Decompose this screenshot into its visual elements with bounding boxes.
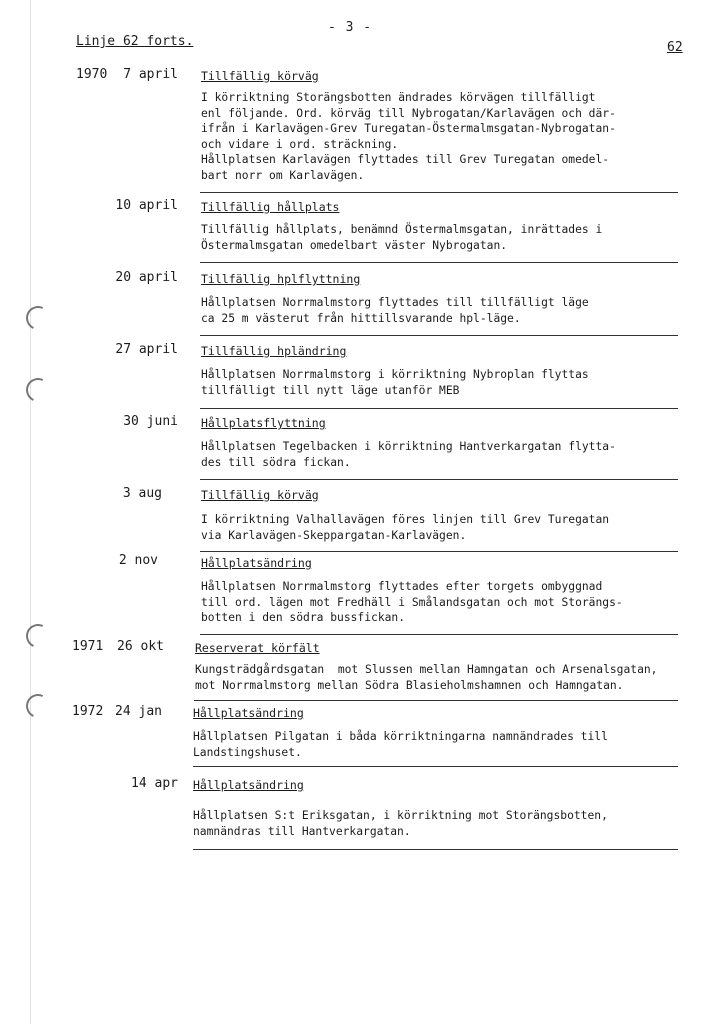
entry-body: I körriktning Storängsbotten ändrades körvägen tillfälligt enl följande. Ord. körväg till Nybrogatan/Karlavägen och där- ifrån i Karlavägen-Grev Turegatan-Östermalmsgatan-Nybrogatan- och vidare i ord. sträckning. Hållplatsen Karlavägen flyttades till Grev Turegatan omedel- bart norr om Karlavägen. [201, 91, 616, 182]
entry-heading: Reserverat körfält [195, 641, 320, 655]
entry-heading: Hållplatsflyttning [201, 416, 326, 430]
entry-date: 14 apr [131, 776, 178, 791]
entry-heading: Hållplatsändring [193, 706, 304, 720]
entry-body: I körriktning Valhallavägen föres linjen till Grev Turegatan via Karlavägen-Skeppargatan-Karlavägen. [201, 513, 610, 542]
entry-divider [193, 766, 678, 767]
entry-divider [200, 408, 678, 409]
entry-heading: Tillfällig hplflyttning [201, 272, 361, 286]
punch-hole-mark [23, 375, 54, 406]
entry-date: 2 nov [118, 553, 158, 568]
entry-heading: Tillfällig körväg [201, 69, 319, 83]
entry-heading: Tillfällig körväg [201, 488, 319, 502]
entry-heading: Tillfällig hållplats [201, 200, 340, 214]
entry-date: 27 april [115, 342, 178, 357]
entry-date: 30 juni [123, 414, 178, 429]
entry-date: 7 april [123, 67, 178, 82]
entry-body: Hållplatsen Tegelbacken i körriktning Hantverkargatan flytta- des till södra fickan. [201, 440, 616, 469]
entry-year: 1971 [72, 639, 104, 654]
entry-date: 10 april [115, 198, 178, 213]
entry-body: Kungsträdgårdsgatan mot Slussen mellan Hamngatan och Arsenalsgatan, mot Norrmalmstorg mellan Södra Blasieholmshamnen och Hamngatan. [195, 663, 658, 692]
entry-divider [200, 551, 678, 552]
entry-heading: Hållplatsändring [193, 778, 304, 792]
entry-divider [200, 479, 678, 480]
entry-heading: Tillfällig hpländring [201, 344, 347, 358]
page-number: - 3 - [328, 20, 373, 35]
corner-page-number: 62 [667, 40, 683, 55]
entry-date: 3 aug [122, 486, 162, 501]
entry-body: Hållplatsen S:t Eriksgatan, i körriktning mot Storängsbotten, namnändras till Hantverkargatan. [193, 809, 608, 838]
entry-date: 26 okt [117, 639, 164, 654]
punch-hole-mark [23, 303, 54, 334]
line-title: Linje 62 forts. [76, 34, 194, 49]
entry-divider [193, 849, 678, 850]
entry-body: Hållplatsen Pilgatan i båda körriktningarna namnändrades till Landstingshuset. [193, 730, 608, 759]
entry-divider [200, 262, 678, 263]
entry-divider [200, 634, 678, 635]
entry-divider [200, 335, 678, 336]
margin-line [30, 0, 31, 1024]
entry-divider [194, 700, 678, 701]
entry-body: Hållplatsen Norrmalmstorg i körriktning Nybroplan flyttas tillfälligt till nytt läge utanför MEB [201, 368, 589, 397]
entry-body: Tillfällig hållplats, benämnd Östermalmsgatan, inrättades i Östermalmsgatan omedelbart väster Nybrogatan. [201, 223, 603, 252]
entry-body: Hållplatsen Norrmalmstorg flyttades till tillfälligt läge ca 25 m västerut från hittillsvarande hpl-läge. [201, 296, 589, 325]
punch-hole-mark [23, 621, 54, 652]
entry-heading: Hållplatsändring [201, 556, 312, 570]
entry-date: 20 april [115, 270, 178, 285]
entry-body: Hållplatsen Norrmalmstorg flyttades efter torgets ombyggnad till ord. lägen mot Fredhäll i Smålandsgatan och mot Storängs- botten i den södra bussfickan. [201, 580, 623, 624]
entry-year: 1972 [72, 704, 104, 719]
entry-year: 1970 [76, 67, 108, 82]
entry-date: 24 jan [115, 704, 162, 719]
punch-hole-mark [23, 691, 54, 722]
entry-divider [200, 192, 678, 193]
